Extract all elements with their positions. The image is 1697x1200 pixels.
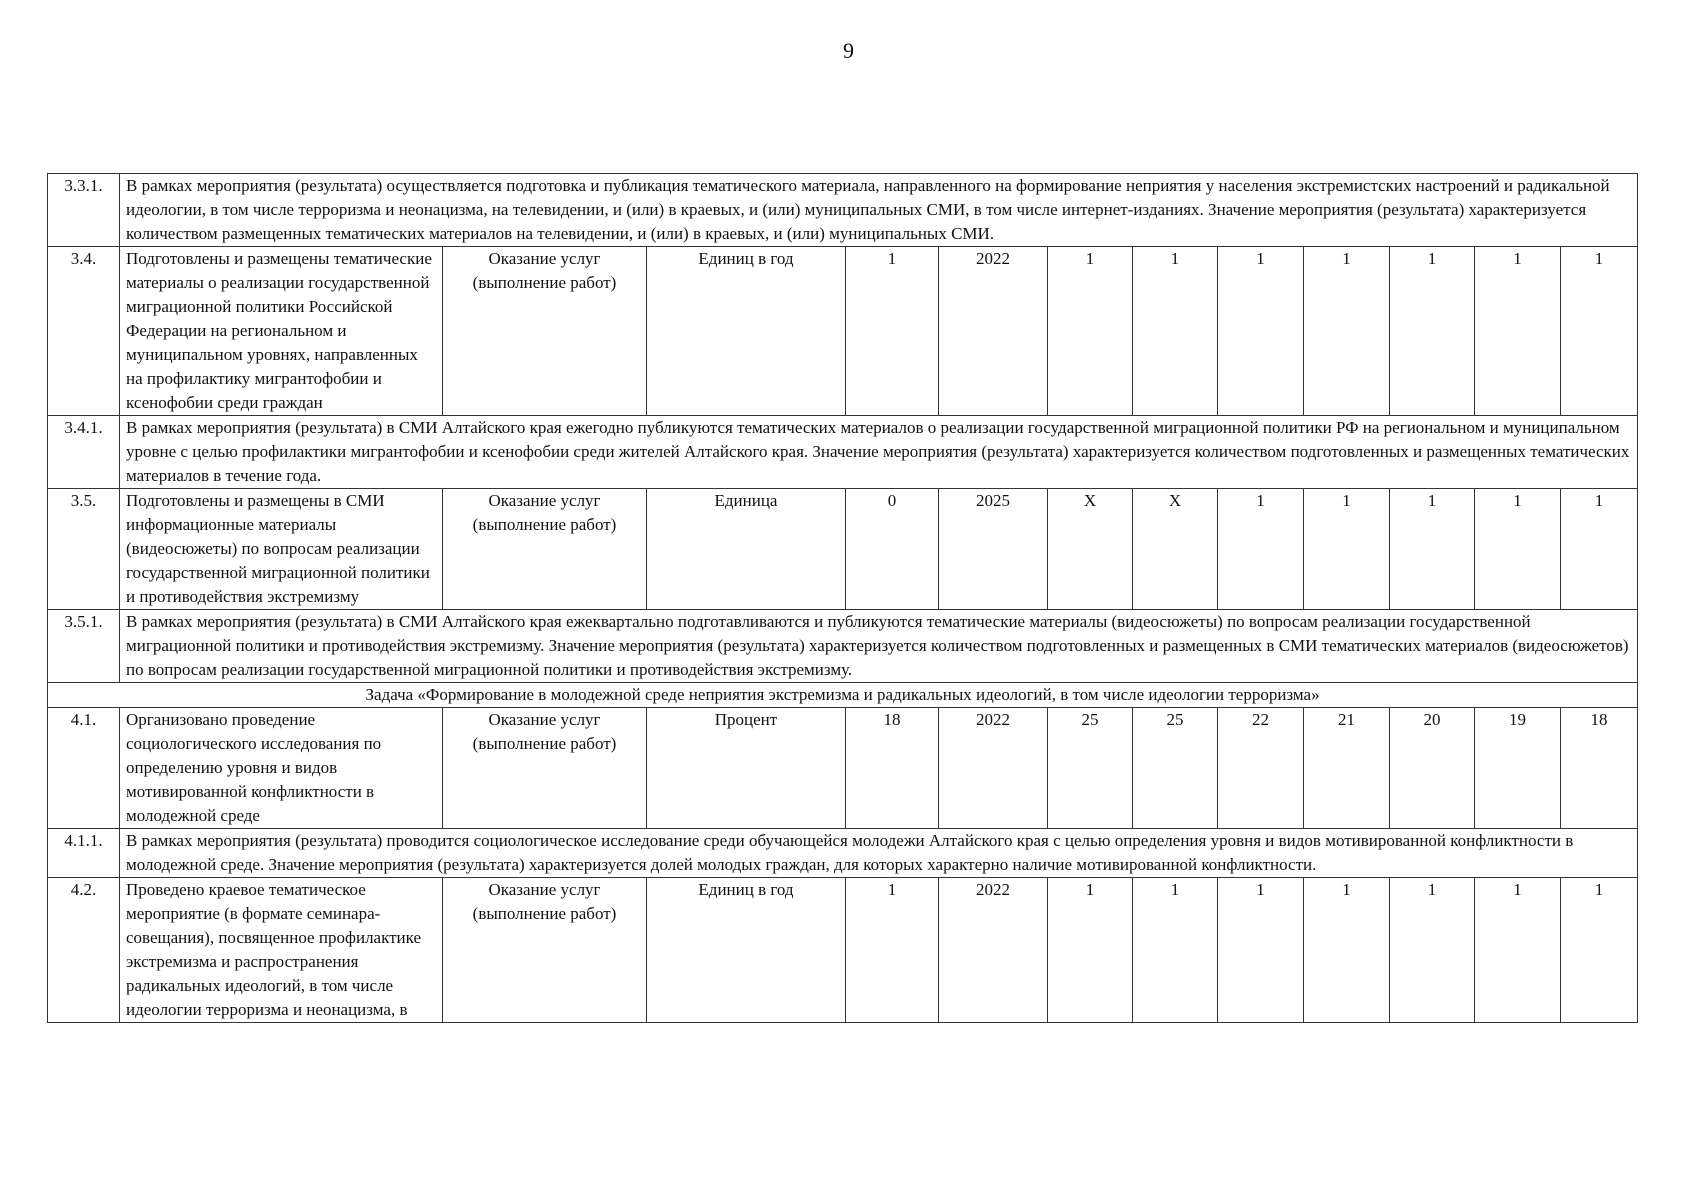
row-number: 3.5.	[48, 489, 120, 610]
year-value-7: 1	[1561, 878, 1638, 1023]
measure-type: Оказание услуг (выполнение работ)	[443, 489, 647, 610]
year-value-1: 1	[1048, 878, 1133, 1023]
base-year: 2022	[939, 708, 1048, 829]
measure-row	[48, 247, 1638, 416]
year-value-5: 1	[1390, 489, 1475, 610]
description-row	[48, 174, 1638, 247]
base-value: 1	[846, 247, 939, 416]
year-value-4: 1	[1304, 878, 1390, 1023]
description-row	[48, 610, 1638, 683]
year-value-2: 1	[1133, 878, 1218, 1023]
page-number: 9	[843, 38, 854, 63]
measure-row	[48, 878, 1638, 1023]
row-number: 4.2.	[48, 878, 120, 1023]
task-row	[48, 683, 1638, 708]
row-number: 3.5.1.	[48, 610, 120, 683]
year-value-3: 22	[1218, 708, 1304, 829]
year-value-2: 1	[1133, 247, 1218, 416]
measure-unit: Процент	[647, 708, 846, 829]
description-row	[48, 829, 1638, 878]
base-year: 2022	[939, 247, 1048, 416]
year-value-6: 1	[1475, 247, 1561, 416]
year-value-2: Х	[1133, 489, 1218, 610]
measure-type: Оказание услуг (выполнение работ)	[443, 708, 647, 829]
table-body	[48, 174, 1638, 1023]
base-year: 2025	[939, 489, 1048, 610]
base-value: 18	[846, 708, 939, 829]
year-value-7: 18	[1561, 708, 1638, 829]
year-value-1: 25	[1048, 708, 1133, 829]
measure-row	[48, 708, 1638, 829]
task-heading: Задача «Формирование в молодежной среде неприятия экстремизма и радикальных идеологий, в том числе идеологии терроризма»	[48, 683, 1638, 708]
description-row	[48, 416, 1638, 489]
year-value-7: 1	[1561, 247, 1638, 416]
measure-name: Проведено краевое тематическое мероприятие (в формате семинара-совещания), посвященное профилактике экстремизма и распространения радикальных идеологий, в том числе идеологии терроризма и неонацизма, в	[120, 878, 443, 1023]
measures-table	[47, 173, 1638, 1023]
measure-type: Оказание услуг (выполнение работ)	[443, 878, 647, 1023]
year-value-2: 25	[1133, 708, 1218, 829]
year-value-6: 1	[1475, 489, 1561, 610]
base-value: 1	[846, 878, 939, 1023]
measure-type: Оказание услуг (выполнение работ)	[443, 247, 647, 416]
year-value-1: 1	[1048, 247, 1133, 416]
measure-unit: Единица	[647, 489, 846, 610]
measure-row	[48, 489, 1638, 610]
measure-unit: Единиц в год	[647, 247, 846, 416]
measure-unit: Единиц в год	[647, 878, 846, 1023]
base-year: 2022	[939, 878, 1048, 1023]
year-value-4: 1	[1304, 489, 1390, 610]
year-value-3: 1	[1218, 489, 1304, 610]
row-description: В рамках мероприятия (результата) в СМИ Алтайского края ежеквартально подготавливаются и публикуются тематические материалы (видеосюжеты) по вопросам реализации государственной миграционной политики и противодействия экстремизму. Значение мероприятия (результата) характеризуется количеством подготовленных и размещенных в СМИ тематических материалов (видеосюжетов) по вопросам реализации государственной миграционной политики и противодействия экстремизму.	[120, 610, 1638, 683]
base-value: 0	[846, 489, 939, 610]
year-value-7: 1	[1561, 489, 1638, 610]
year-value-4: 1	[1304, 247, 1390, 416]
row-description: В рамках мероприятия (результата) проводится социологическое исследование среди обучающейся молодежи Алтайского края с целью определения уровня и видов мотивированной конфликтности в молодежной среде. Значение мероприятия (результата) характеризуется долей молодых граждан, для которых характерно наличие мотивированной конфликтности.	[120, 829, 1638, 878]
measure-name: Подготовлены и размещены тематические материалы о реализации государственной миграционной политики Российской Федерации на региональном и муниципальном уровнях, направленных на профилактику мигрантофобии и ксенофобии среди граждан	[120, 247, 443, 416]
year-value-3: 1	[1218, 878, 1304, 1023]
row-number: 3.3.1.	[48, 174, 120, 247]
year-value-5: 20	[1390, 708, 1475, 829]
row-number: 4.1.1.	[48, 829, 120, 878]
row-number: 3.4.	[48, 247, 120, 416]
year-value-4: 21	[1304, 708, 1390, 829]
year-value-3: 1	[1218, 247, 1304, 416]
year-value-5: 1	[1390, 247, 1475, 416]
row-description: В рамках мероприятия (результата) осуществляется подготовка и публикация тематического материала, направленного на формирование неприятия у населения экстремистских настроений и радикальной идеологии, в том числе терроризма и неонацизма, на телевидении, и (или) в краевых, и (или) муниципальных СМИ, в том числе интернет-изданиях. Значение мероприятия (результата) характеризуется количеством размещенных тематических материалов на телевидении, и (или) в краевых, и (или) муниципальных СМИ.	[120, 174, 1638, 247]
row-description: В рамках мероприятия (результата) в СМИ Алтайского края ежегодно публикуются тематических материалов о реализации государственной миграционной политики РФ на региональном и муниципальном уровне с целью профилактики мигрантофобии и ксенофобии среди жителей Алтайского края. Значение мероприятия (результата) характеризуется количеством подготовленных и размещенных тематических материалов в течение года.	[120, 416, 1638, 489]
measure-name: Организовано проведение социологического исследования по определению уровня и видов мотивированной конфликтности в молодежной среде	[120, 708, 443, 829]
row-number: 4.1.	[48, 708, 120, 829]
year-value-5: 1	[1390, 878, 1475, 1023]
year-value-1: Х	[1048, 489, 1133, 610]
measure-name: Подготовлены и размещены в СМИ информационные материалы (видеосюжеты) по вопросам реализации государственной миграционной политики и противодействия экстремизму	[120, 489, 443, 610]
year-value-6: 1	[1475, 878, 1561, 1023]
year-value-6: 19	[1475, 708, 1561, 829]
row-number: 3.4.1.	[48, 416, 120, 489]
